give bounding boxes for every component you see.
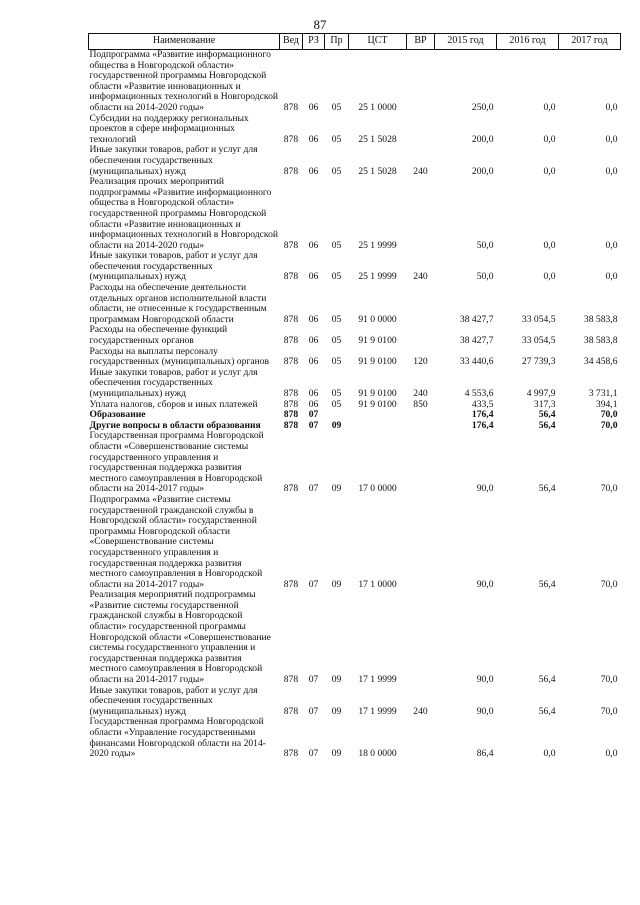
- cell-pr: 09: [331, 419, 342, 431]
- cell-vr: [407, 325, 435, 346]
- cell-pr: 09: [331, 674, 342, 686]
- cell-cst: 25 1 9999: [358, 239, 397, 251]
- cell-cst: 91 9 0100: [358, 388, 397, 399]
- table-row: [89, 431, 621, 495]
- cell-2015: 200,0: [471, 165, 494, 177]
- cell-vr: [407, 177, 435, 251]
- cell-ved: 878: [283, 271, 299, 283]
- cell-2017: 70,0: [600, 578, 618, 590]
- cell-rz: 07: [308, 748, 319, 760]
- header-cst: ЦСТ: [349, 34, 407, 50]
- cell-name: Образование: [89, 409, 146, 421]
- cell-cst: 91 9 0100: [358, 356, 397, 368]
- cell-vr: [407, 590, 435, 685]
- cell-name: Иные закупки товаров, работ и услуг для обеспечения государственных (муниципальных) нужд: [89, 144, 258, 177]
- cell-2015: 38 427,7: [459, 313, 494, 325]
- cell-2017: 70,0: [600, 674, 618, 686]
- table-row: [89, 347, 621, 368]
- cell-2015: 433,5: [471, 398, 494, 410]
- cell-name: Расходы на обеспечение деятельности отдельных органов исполнительной власти области, не отнесенные к государственным программам Новгородской области: [89, 282, 267, 325]
- cell-rz: 06: [308, 271, 319, 283]
- cell-2016: 56,4: [538, 483, 556, 495]
- cell-cst: 17 1 9999: [358, 705, 397, 717]
- cell-rz: 07: [308, 674, 319, 686]
- cell-2017: 38 583,8: [583, 335, 618, 347]
- cell-ved: 878: [283, 748, 299, 760]
- cell-2017: 0,0: [605, 133, 618, 145]
- table-row: [89, 495, 621, 590]
- cell-2016: 0,0: [543, 271, 556, 283]
- cell-2015: 176,4: [471, 409, 494, 421]
- cell-rz: 06: [308, 388, 319, 399]
- cell-pr: 09: [331, 705, 342, 717]
- table-header: [89, 34, 621, 50]
- cell-pr: 05: [331, 101, 342, 113]
- cell-name: Реализация мероприятий подпрограммы «Развитие системы государственной гражданской службы в Новгородской области» государственной программы Новгородской области «Совершенствование системы государственного управления и государственная поддержка развития местного самоуправления в Новгородской области на 2014-2017 годы»: [89, 589, 271, 686]
- cell-2016: 33 054,5: [521, 335, 556, 347]
- cell-pr: 05: [331, 165, 342, 177]
- cell-pr: 05: [331, 271, 342, 283]
- cell-ved: 878: [283, 398, 299, 410]
- cell-name: Субсидии на поддержку региональных проектов в сфере информационных технологий: [89, 112, 249, 145]
- cell-2017: 38 583,8: [583, 313, 618, 325]
- cell-2016: 33 054,5: [521, 313, 556, 325]
- cell-2016: 27 739,3: [521, 356, 556, 368]
- cell-2017: 3 731,1: [588, 388, 618, 399]
- cell-2017: 34 458,6: [583, 356, 618, 368]
- cell-vr: [407, 50, 435, 114]
- table-row: [89, 717, 621, 759]
- cell-2016: 56,4: [538, 674, 556, 686]
- cell-2017: 0,0: [605, 165, 618, 177]
- cell-rz: 06: [308, 313, 319, 325]
- cell-ved: 878: [283, 409, 299, 421]
- cell-ved: 878: [283, 483, 299, 495]
- cell-vr: 240: [413, 271, 428, 283]
- cell-rz: 06: [308, 398, 319, 410]
- cell-vr: [407, 410, 435, 421]
- cell-vr: 850: [413, 398, 428, 410]
- table-row: [89, 325, 621, 346]
- cell-name: Другие вопросы в области образования: [89, 419, 261, 431]
- cell-2015: 90,0: [476, 483, 494, 495]
- cell-2015: 38 427,7: [459, 335, 494, 347]
- cell-vr: [407, 717, 435, 759]
- cell-pr: 09: [331, 578, 342, 590]
- cell-2015: 4 553,6: [464, 388, 494, 399]
- cell-cst: 17 0 0000: [358, 483, 397, 495]
- budget-table: [88, 33, 621, 760]
- cell-2015: 90,0: [476, 578, 494, 590]
- cell-rz: 06: [308, 356, 319, 368]
- cell-ved: 878: [283, 239, 299, 251]
- header-rz: РЗ: [303, 34, 325, 50]
- cell-cst: 91 9 0100: [358, 398, 397, 410]
- cell-ved: 878: [283, 578, 299, 590]
- cell-ved: 878: [283, 335, 299, 347]
- cell-cst: 91 9 0100: [358, 335, 397, 347]
- cell-pr: 05: [331, 239, 342, 251]
- cell-2016: 0,0: [543, 748, 556, 760]
- cell-vr: 240: [413, 165, 428, 177]
- cell-2015: 86,4: [476, 748, 494, 760]
- header-2015: 2015 год: [435, 34, 497, 50]
- cell-pr: 05: [331, 313, 342, 325]
- cell-2016: 317,3: [533, 398, 556, 410]
- cell-2015: 50,0: [476, 239, 494, 251]
- cell-vr: [407, 495, 435, 590]
- cell-name: Иные закупки товаров, работ и услуг для обеспечения государственных (муниципальных) нужд: [89, 366, 258, 399]
- cell-2015: 176,4: [471, 419, 494, 431]
- cell-rz: 06: [308, 335, 319, 347]
- cell-2017: 0,0: [605, 101, 618, 113]
- cell-name: Подпрограмма «Развитие информационного общества в Новгородской области» государственной программы Новгородской области «Развитие инновационных и информационных технологий в Новгородской области на 2014-2020 годы»: [89, 49, 279, 113]
- cell-name: Расходы на обеспечение функций государственных органов: [89, 324, 228, 347]
- cell-name: Расходы на выплаты персоналу государственных (муниципальных) органов: [89, 345, 270, 368]
- table-row: [89, 251, 621, 283]
- header-2016: 2016 год: [497, 34, 559, 50]
- cell-name: Иные закупки товаров, работ и услуг для обеспечения государственных (муниципальных) нужд: [89, 684, 258, 717]
- cell-2016: 56,4: [538, 578, 556, 590]
- table-row: [89, 145, 621, 177]
- cell-ved: 878: [283, 705, 299, 717]
- cell-ved: 878: [283, 674, 299, 686]
- cell-pr: 05: [331, 398, 342, 410]
- cell-rz: 07: [308, 419, 319, 431]
- cell-rz: 06: [308, 239, 319, 251]
- cell-vr: [407, 283, 435, 325]
- cell-pr: 05: [331, 133, 342, 145]
- cell-2017: 0,0: [605, 748, 618, 760]
- cell-cst: [349, 410, 407, 421]
- cell-name: Государственная программа Новгородской области «Управление государственными финансами Новгородской области на 2014-2020 годы»: [89, 716, 266, 760]
- cell-vr: 240: [413, 705, 428, 717]
- table-row: [89, 114, 621, 146]
- cell-2015: 33 440,6: [459, 356, 494, 368]
- cell-rz: 07: [308, 483, 319, 495]
- cell-rz: 07: [308, 578, 319, 590]
- cell-ved: 878: [283, 165, 299, 177]
- cell-pr: 05: [331, 335, 342, 347]
- table-row: [89, 590, 621, 685]
- cell-cst: 25 1 5028: [358, 165, 397, 177]
- cell-cst: 17 1 9999: [358, 674, 397, 686]
- cell-2015: 90,0: [476, 705, 494, 717]
- cell-2015: 50,0: [476, 271, 494, 283]
- cell-2015: 90,0: [476, 674, 494, 686]
- cell-rz: 06: [308, 101, 319, 113]
- cell-name: Государственная программа Новгородской области «Совершенствование системы государственного управления и государственная поддержка развития местного самоуправления в Новгородской области на 2014-2017 годы»: [89, 430, 264, 495]
- cell-name: Уплата налогов, сборов и иных платежей: [89, 398, 258, 410]
- cell-cst: 91 0 0000: [358, 313, 397, 325]
- cell-2016: 0,0: [543, 133, 556, 145]
- cell-cst: 25 1 5028: [358, 133, 397, 145]
- cell-2015: 200,0: [471, 133, 494, 145]
- header-vr: ВР: [407, 34, 435, 50]
- cell-pr: 09: [331, 483, 342, 495]
- cell-rz: 06: [308, 133, 319, 145]
- cell-cst: [349, 421, 407, 432]
- cell-vr: [407, 114, 435, 146]
- cell-ved: 878: [283, 356, 299, 368]
- cell-vr: [407, 421, 435, 432]
- cell-name: Реализация прочих мероприятий подпрограммы «Развитие информационного общества в Новгородской области» государственной программы Новгородской области «Развитие инновационных и информационных технологий в Новгородской области на 2014-2020 годы»: [89, 176, 279, 251]
- table-row: [89, 368, 621, 400]
- table-body: [89, 50, 621, 760]
- cell-cst: 17 1 0000: [358, 578, 397, 590]
- cell-2015: 250,0: [471, 101, 494, 113]
- cell-2017: 70,0: [600, 483, 618, 495]
- cell-2017: 0,0: [605, 239, 618, 251]
- cell-rz: 06: [308, 165, 319, 177]
- cell-vr: 240: [413, 388, 428, 399]
- cell-vr: 120: [413, 356, 428, 368]
- cell-2016: 56,4: [538, 705, 556, 717]
- cell-2017: 394,1: [595, 398, 618, 410]
- cell-ved: 878: [283, 419, 299, 431]
- header-pr: Пр: [325, 34, 349, 50]
- cell-cst: 25 1 9999: [358, 271, 397, 283]
- cell-ved: 878: [283, 133, 299, 145]
- cell-2017: 0,0: [605, 271, 618, 283]
- cell-pr: 05: [331, 388, 342, 399]
- table-row: [89, 686, 621, 718]
- cell-cst: 25 1 0000: [358, 101, 397, 113]
- cell-ved: 878: [283, 101, 299, 113]
- table-row: [89, 177, 621, 251]
- page-number: 87: [313, 17, 327, 32]
- cell-2017: 70,0: [600, 705, 618, 717]
- header-2017: 2017 год: [559, 34, 621, 50]
- cell-rz: 07: [308, 705, 319, 717]
- cell-2017: 70,0: [600, 419, 618, 431]
- cell-2017: 70,0: [600, 409, 618, 421]
- cell-2016: 56,4: [538, 419, 556, 431]
- cell-vr: [407, 431, 435, 495]
- cell-cst: 18 0 0000: [358, 748, 397, 760]
- table-row: [89, 283, 621, 325]
- cell-2016: 0,0: [543, 239, 556, 251]
- header-name: Наименование: [89, 34, 280, 50]
- header-ved: Вед: [280, 34, 303, 50]
- cell-pr: 05: [331, 356, 342, 368]
- cell-name: Подпрограмма «Развитие системы государственной гражданской службы в Новгородской области» государственной программы Новгородской области «Совершенствование системы государственного управления и государственная поддержка развития местного самоуправления в Новгородской области на 2014-2017 годы»: [89, 493, 263, 590]
- cell-2016: 4 997,9: [526, 388, 556, 399]
- table-row: [89, 50, 621, 114]
- cell-rz: 07: [308, 409, 319, 421]
- cell-ved: 878: [283, 388, 299, 399]
- cell-2016: 0,0: [543, 165, 556, 177]
- cell-2016: 0,0: [543, 101, 556, 113]
- cell-name: Иные закупки товаров, работ и услуг для обеспечения государственных (муниципальных) нужд: [89, 250, 258, 283]
- cell-pr: 09: [331, 748, 342, 760]
- cell-ved: 878: [283, 313, 299, 325]
- cell-2016: 56,4: [538, 409, 556, 421]
